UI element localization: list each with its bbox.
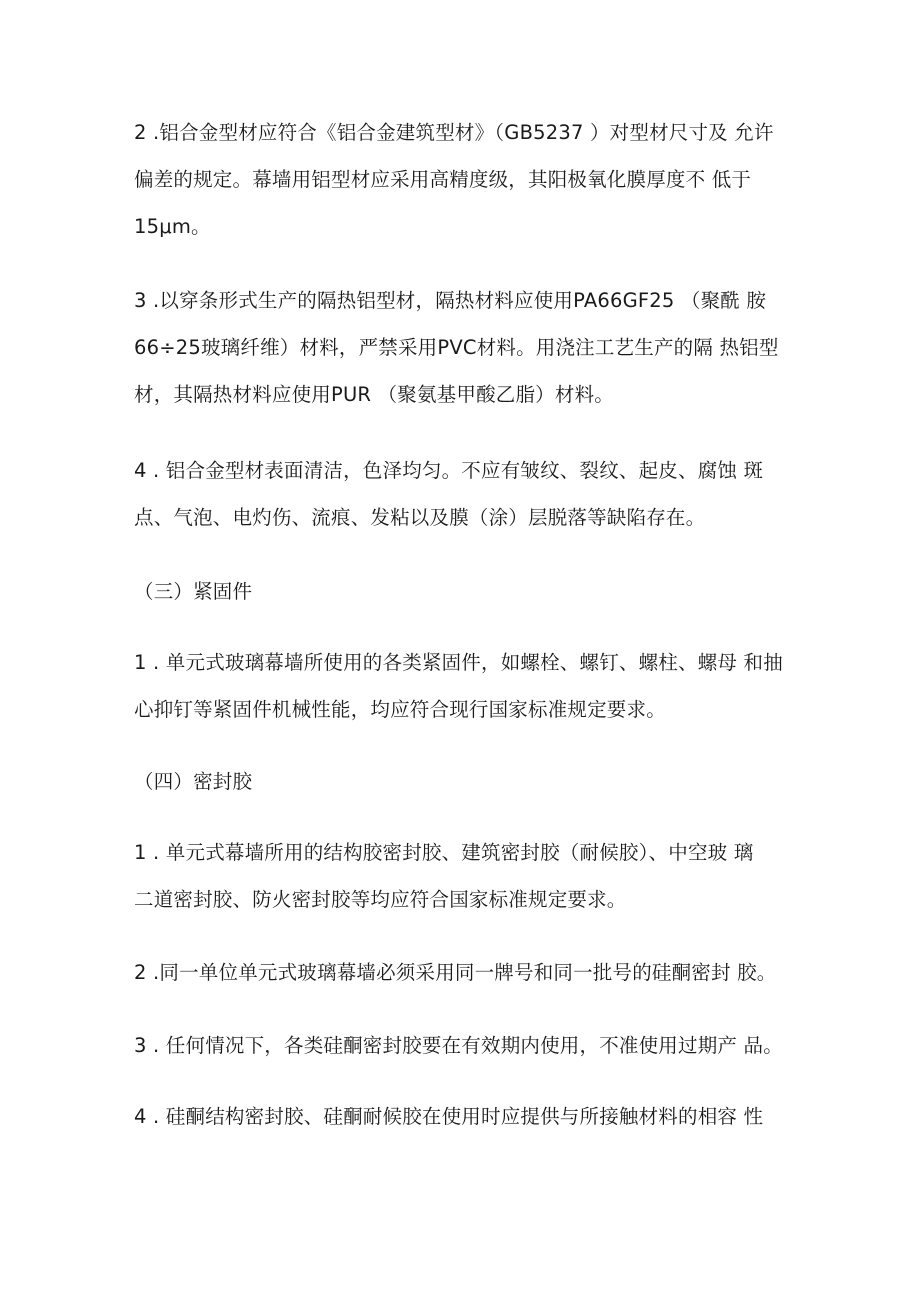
section-heading: （三）紧固件 <box>134 580 253 603</box>
paragraph-sealant-compatibility <box>134 1105 814 1129</box>
text-line: 偏差的规定。幕墙用铝型材应采用高精度级，其阳极氧化膜厚度不 低于 <box>134 168 752 191</box>
text-line: 材，其隔热材料应使用PUR （聚氨基甲酸乙脂）材料。 <box>134 383 614 406</box>
section-heading-sealant <box>134 770 814 794</box>
text-line: 66÷25玻璃纤维）材料，严禁采用PVC材料。用浇注工艺生产的隔 热铝型 <box>134 336 779 359</box>
paragraph-thermal-break-profile <box>134 289 814 407</box>
text-line: 3 . 任何情况下，各类硅酮密封胶要在有效期内使用，不准使用过期产 品。 <box>134 1034 783 1057</box>
paragraph-sealant-same-batch <box>134 961 814 985</box>
text-line: 15μm。 <box>134 215 211 238</box>
paragraph-fasteners-requirement <box>134 651 814 722</box>
text-line: 二道密封胶、防火密封胶等均应符合国家标准规定要求。 <box>134 888 627 911</box>
text-line: 2 .同一单位单元式玻璃幕墙必须采用同一牌号和同一批号的硅酮密封 胶。 <box>134 961 777 984</box>
paragraph-profile-surface <box>134 459 814 530</box>
section-heading: （四）密封胶 <box>134 770 253 793</box>
paragraph-aluminum-profile-standard <box>134 121 814 239</box>
text-line: 心抑钉等紧固件机械性能，均应符合现行国家标准规定要求。 <box>134 698 666 721</box>
paragraph-sealant-validity <box>134 1034 814 1058</box>
text-line: 4 . 铝合金型材表面清洁，色泽均匀。不应有皱纹、裂纹、起皮、腐蚀 斑 <box>134 459 764 482</box>
text-line: 1 . 单元式玻璃幕墙所使用的各类紧固件，如螺栓、螺钉、螺柱、螺母 和抽 <box>134 651 783 674</box>
text-line: 点、气泡、电灼伤、流痕、发粘以及膜（涂）层脱落等缺陷存在。 <box>134 506 706 529</box>
text-line: 1 . 单元式幕墙所用的结构胶密封胶、建筑密封胶（耐候胶）、中空玻 璃 <box>134 841 754 864</box>
text-line: 3 .以穿条形式生产的隔热铝型材，隔热材料应使用PA66GF25 （聚酰 胺 <box>134 289 767 312</box>
text-line: 4 . 硅酮结构密封胶、硅酮耐候胶在使用时应提供与所接触材料的相容 性 <box>134 1105 764 1128</box>
text-line: 2 .铝合金型材应符合《铝合金建筑型材》（GB5237 ）对型材尺寸及 允许 <box>134 121 774 144</box>
paragraph-sealant-standards <box>134 841 814 912</box>
section-heading-fasteners <box>134 580 814 604</box>
